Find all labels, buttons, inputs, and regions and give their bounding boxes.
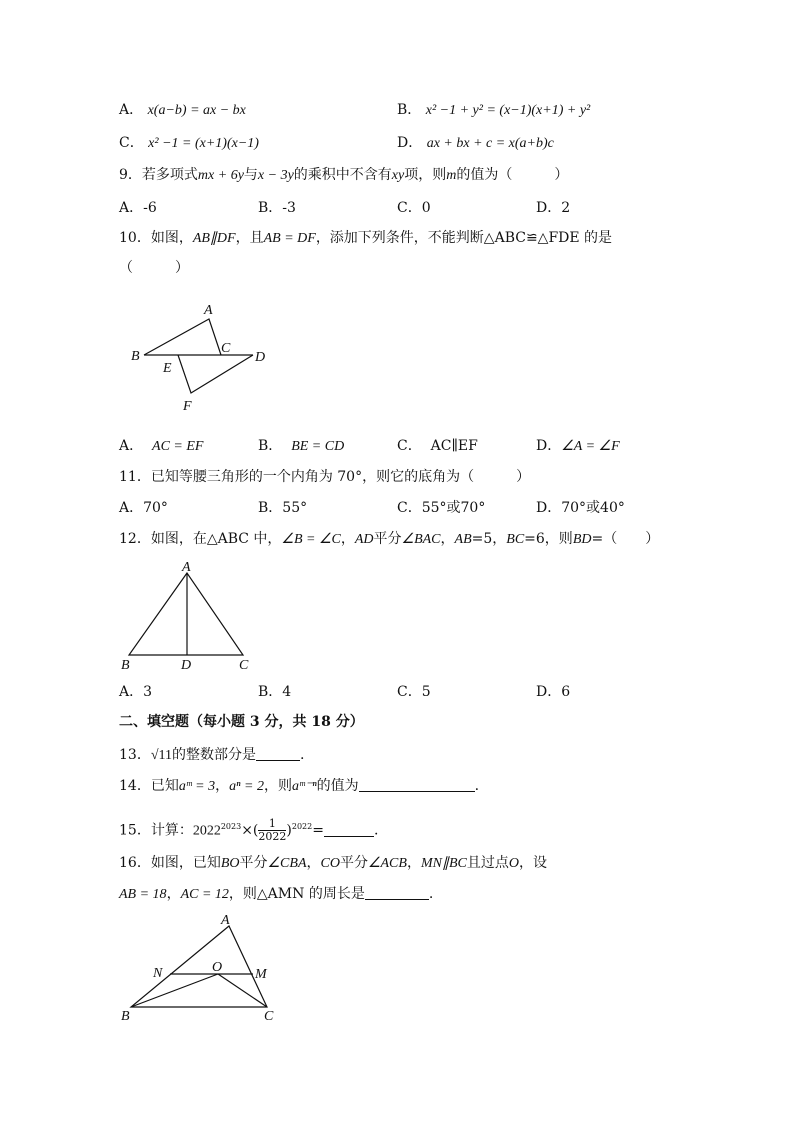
label-o: O: [212, 960, 223, 975]
q16-answer-blank[interactable]: [365, 885, 429, 900]
option-letter: B．: [397, 102, 422, 118]
q12-expr: BD: [572, 532, 592, 547]
option-letter: A．: [119, 102, 144, 118]
triangle-fde: [178, 355, 253, 393]
q10-expr: AB∥DF: [192, 231, 236, 246]
q12-expr: BC: [506, 532, 525, 547]
option-letter: B．: [258, 438, 283, 454]
q13-stem: [119, 746, 304, 765]
q16-figure: [115, 910, 285, 1030]
q16-stem-line2: [119, 885, 433, 904]
q9-text: 与: [243, 167, 258, 183]
q15-stem: [119, 812, 378, 842]
q10-option-b: [258, 437, 344, 456]
q8-option-c: [119, 134, 259, 153]
q16-expr: ∠CBA: [267, 856, 307, 871]
q16-text: .: [428, 886, 434, 902]
label-c: C: [221, 341, 231, 356]
q13-text: 13．: [119, 747, 151, 763]
q16-expr: MN∥BC: [420, 856, 467, 871]
label-d: D: [181, 658, 192, 673]
q16-text: ，: [306, 855, 321, 871]
label-e: E: [163, 361, 172, 376]
q15-exponent: 2022: [291, 822, 313, 831]
q15-fraction: [258, 818, 286, 843]
q10-figure: [125, 298, 275, 416]
q10-paren: （ ）: [119, 260, 189, 276]
q15-exponent: 2023: [220, 822, 242, 831]
q12-text: =6，则: [524, 531, 573, 547]
label-a: A: [182, 560, 191, 575]
q14-text: .: [474, 778, 480, 794]
q12-figure: [115, 558, 260, 676]
triangle-abc: [144, 319, 221, 355]
option-expression: x² −1 + y² = (x−1)(x+1) + y²: [425, 103, 591, 118]
q16-text: 平分: [239, 855, 268, 871]
label-d: D: [255, 350, 266, 365]
q12-option-d: D．6: [536, 684, 571, 700]
q9-text: 的值为（ ）: [456, 167, 569, 183]
q10-option-a: [119, 437, 203, 456]
q15-text: ×(: [241, 822, 259, 839]
q14-answer-blank[interactable]: [359, 777, 475, 792]
q9-text: 的乘积中不含有: [293, 167, 392, 183]
q14-text: ，则: [263, 778, 292, 794]
label-a: A: [221, 913, 230, 928]
q12-text: =（ ）: [591, 531, 660, 547]
option-letter: D．: [397, 135, 423, 151]
q14-expr: aⁿ = 2: [229, 779, 264, 794]
q13-text: .: [300, 747, 305, 763]
q12-text: ，: [340, 531, 355, 547]
option-letter: D．: [536, 438, 562, 454]
q8-option-d: [397, 134, 554, 153]
q16-text: 平分: [339, 855, 368, 871]
q10-option-c: [397, 437, 478, 455]
q15-text: .: [373, 822, 379, 839]
option-expression: x(a−b) = ax − bx: [147, 103, 246, 118]
q11-option-c: C．55°或70°: [397, 500, 486, 516]
q16-text: 16．如图，已知: [119, 855, 221, 871]
q9-expr: x − 3y: [257, 168, 294, 183]
q12-text: 12．如图，在△ABC 中，: [119, 531, 282, 547]
segment-bo: [131, 974, 218, 1007]
q16-expr: AB = 18: [119, 887, 167, 902]
q10-text: 10．如图，: [119, 230, 193, 246]
q15-text: 15．计算：: [119, 822, 193, 839]
q9-text: 项，则: [404, 167, 447, 183]
q13-radical: √11: [150, 748, 172, 763]
triangle-abc: [129, 573, 243, 655]
q16-expr: ∠ACB: [367, 856, 407, 871]
q9-option-a: A．-6: [119, 200, 157, 216]
label-c: C: [239, 658, 249, 673]
q15-text: =: [312, 822, 324, 839]
option-expression: AC∥EF: [430, 438, 478, 454]
q12-expr: AB: [454, 532, 472, 547]
q16-text: ，设: [518, 855, 547, 871]
q12-expr: AD: [354, 532, 374, 547]
q12-stem: [119, 530, 659, 549]
q16-text: ，: [406, 855, 421, 871]
q10-option-d: [536, 437, 620, 456]
q16-expr: AC = 12: [180, 887, 229, 902]
option-expression: ax + bx + c = x(a+b)c: [426, 136, 554, 151]
q12-option-a: A．3: [119, 684, 153, 700]
label-b: B: [121, 1009, 130, 1024]
label-b: B: [131, 349, 140, 364]
option-expression: x² −1 = (x+1)(x−1): [148, 136, 259, 151]
label-f: F: [183, 399, 192, 414]
q11-option-a: A．70°: [119, 500, 168, 516]
q9-option-d: D．2: [536, 200, 571, 216]
fraction-denominator: 2022: [258, 830, 287, 844]
q8-option-a: [119, 101, 246, 120]
q16-text: ，: [166, 886, 181, 902]
option-expression: AC = EF: [152, 439, 204, 454]
q10-expr: AB = DF: [263, 231, 316, 246]
option-expression: ∠A = ∠F: [561, 439, 620, 454]
label-m: M: [255, 967, 267, 982]
q15-text: ): [286, 822, 292, 839]
q10-text: ，且: [235, 230, 264, 246]
q12-text: 平分: [373, 531, 402, 547]
label-a: A: [204, 303, 213, 318]
label-n: N: [153, 966, 163, 981]
q9-expr: m: [446, 168, 457, 183]
option-expression: BE = CD: [291, 439, 345, 454]
section-title: 二、填空题（每小题 3 分，共 18 分）: [119, 714, 364, 730]
q11-option-b: B．55°: [258, 500, 308, 516]
q14-text: ，: [215, 778, 230, 794]
q10-stem: [119, 229, 612, 248]
triangle-abc: [131, 926, 267, 1007]
q14-expr: aᵐ⁻ⁿ: [291, 779, 317, 794]
q16-stem-line1: [119, 854, 547, 873]
q15-base: 2022: [192, 823, 221, 839]
q14-expr: aᵐ = 3: [178, 779, 216, 794]
q12-option-b: B．4: [258, 684, 292, 700]
option-letter: C．: [397, 438, 422, 454]
q9-option-b: B．-3: [258, 200, 296, 216]
q13-text: 的整数部分是: [172, 747, 256, 763]
q16-expr: O: [508, 856, 519, 871]
q8-option-b: [397, 101, 590, 120]
q13-answer-blank[interactable]: [256, 746, 300, 761]
q9-text: 9．若多项式: [119, 167, 198, 183]
q14-text: 14．已知: [119, 778, 179, 794]
q11-stem: 11．已知等腰三角形的一个内角为 70°，则它的底角为（ ）: [119, 469, 531, 485]
q16-text: ，则△AMN 的周长是: [228, 886, 365, 902]
q12-text: =5，: [471, 531, 507, 547]
q12-expr: ∠B = ∠C: [281, 532, 341, 547]
q9-stem: [119, 166, 568, 185]
q16-expr: CO: [320, 856, 340, 871]
q12-option-c: C．5: [397, 684, 431, 700]
q15-answer-blank[interactable]: [324, 822, 374, 837]
q12-expr: ∠BAC: [401, 532, 441, 547]
q10-text: ，添加下列条件，不能判断△ABC≌△FDE 的是: [315, 230, 613, 246]
option-letter: C．: [119, 135, 144, 151]
fraction-numerator: 1: [258, 818, 286, 831]
option-letter: A．: [119, 438, 144, 454]
q16-expr: BO: [220, 856, 240, 871]
q11-option-d: D．70°或40°: [536, 500, 625, 516]
q9-expr: mx + 6y: [197, 168, 244, 183]
q16-text: 且过点: [466, 855, 509, 871]
q14-text: 的值为: [316, 778, 359, 794]
label-b: B: [121, 658, 130, 673]
label-c: C: [264, 1009, 274, 1024]
q9-expr: xy: [391, 168, 405, 183]
q12-text: ，: [440, 531, 455, 547]
q14-stem: [119, 777, 479, 796]
q9-option-c: C．0: [397, 200, 431, 216]
